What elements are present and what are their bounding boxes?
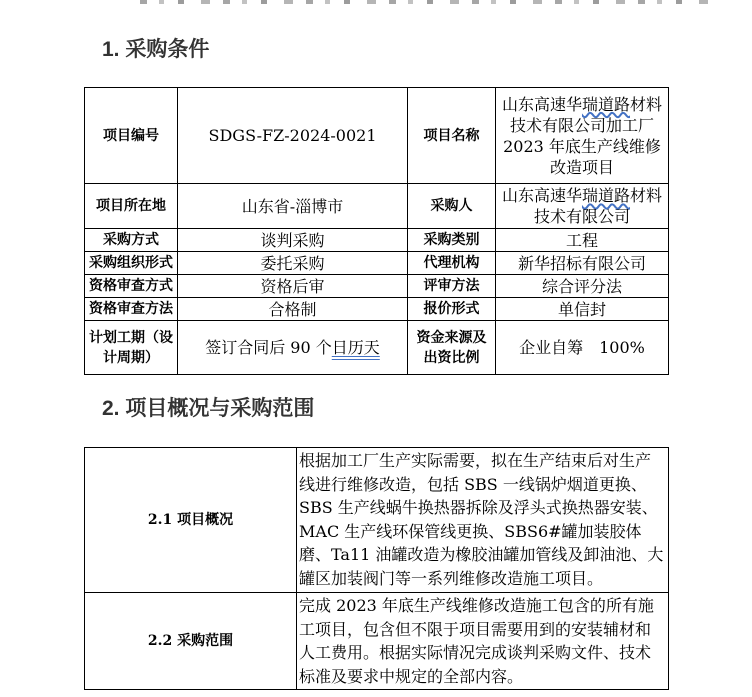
funding-source-value: 企业自筹 100% <box>496 321 669 375</box>
planned-duration-value <box>178 321 408 375</box>
table-row <box>85 252 669 275</box>
procurement-category-label: 采购类别 <box>408 229 496 252</box>
table-row <box>85 88 669 184</box>
project-overview-table <box>84 447 669 690</box>
project-number-label: 项目编号 <box>85 88 178 184</box>
table-row <box>85 184 669 229</box>
evaluation-method-value: 综合评分法 <box>496 275 669 298</box>
section-heading-procurement-conditions: 1. 采购条件 <box>102 38 210 61</box>
project-name-label: 项目名称 <box>408 88 496 184</box>
purchaser-value <box>496 184 669 229</box>
agency-value: 新华招标有限公司 <box>496 252 669 275</box>
procurement-category-value: 工程 <box>496 229 669 252</box>
section-heading-project-overview-scope: 2. 项目概况与采购范围 <box>102 397 315 420</box>
agency-label: 代理机构 <box>408 252 496 275</box>
qualification-review-approach-value: 合格制 <box>178 298 408 321</box>
table-row <box>85 593 669 690</box>
spellcheck-underlined-text: 瑞道路 <box>581 186 630 205</box>
table-row <box>85 229 669 252</box>
project-name-text: 山东高速华 <box>501 94 582 114</box>
procurement-conditions-table <box>84 87 669 375</box>
purchaser-text: 山东高速华 <box>501 186 582 205</box>
qualification-review-approach-label: 资格审查方法 <box>85 298 178 321</box>
purchaser-text-cont: 材料技术有限公司 <box>533 186 663 226</box>
procurement-method-label: 采购方式 <box>85 229 178 252</box>
procurement-scope-label: 2.2 采购范围 <box>85 593 297 690</box>
table-row <box>85 321 669 375</box>
quote-form-value: 单信封 <box>496 298 669 321</box>
grammar-underlined-text: 日历天 <box>331 338 380 357</box>
planned-duration-text: 签订合同后 90 个 <box>205 338 332 357</box>
procurement-scope-text: 完成 2023 年底生产线维修改造施工包含的所有施工项目，包含但不限于项目需要用到的安装辅材和人工费用。根据实际情况完成谈判采购文件、技术标准及要求中规定的全部内容。 <box>297 593 669 690</box>
quote-form-label: 报价形式 <box>408 298 496 321</box>
table-row <box>85 448 669 593</box>
table-row <box>85 275 669 298</box>
clipped-text-fragments <box>140 0 710 4</box>
funding-source-label: 资金来源及出资比例 <box>408 321 496 375</box>
table-row <box>85 298 669 321</box>
project-name-text-cont: 材料技术有限公司加工厂2023 年底生产线维修改造项目 <box>503 94 663 177</box>
procurement-org-form-label: 采购组织形式 <box>85 252 178 275</box>
project-name-value <box>496 88 669 184</box>
project-location-label: 项目所在地 <box>85 184 178 229</box>
procurement-org-form-value: 委托采购 <box>178 252 408 275</box>
project-location-value: 山东省-淄博市 <box>178 184 408 229</box>
purchaser-label: 采购人 <box>408 184 496 229</box>
qualification-review-method-value: 资格后审 <box>178 275 408 298</box>
procurement-method-value: 谈判采购 <box>178 229 408 252</box>
project-number-value: SDGS-FZ-2024-0021 <box>178 88 408 184</box>
evaluation-method-label: 评审方法 <box>408 275 496 298</box>
spellcheck-underlined-text: 瑞道路 <box>581 94 630 114</box>
planned-duration-label: 计划工期（设计周期） <box>85 321 178 375</box>
project-overview-label: 2.1 项目概况 <box>85 448 297 593</box>
qualification-review-method-label: 资格审查方式 <box>85 275 178 298</box>
project-overview-text: 根据加工厂生产实际需要，拟在生产结束后对生产线进行维修改造，包括 SBS 一线锅炉烟道更换、SBS 生产线蜗牛换热器拆除及浮头式换热器安装、MAC 生产线环保管线更换、SBS6#罐加装胶体磨、Ta11 油罐改造为橡胶油罐加管线及卸油池、大罐区加装阀门等一系列维修改造施工项目。 <box>297 448 669 593</box>
